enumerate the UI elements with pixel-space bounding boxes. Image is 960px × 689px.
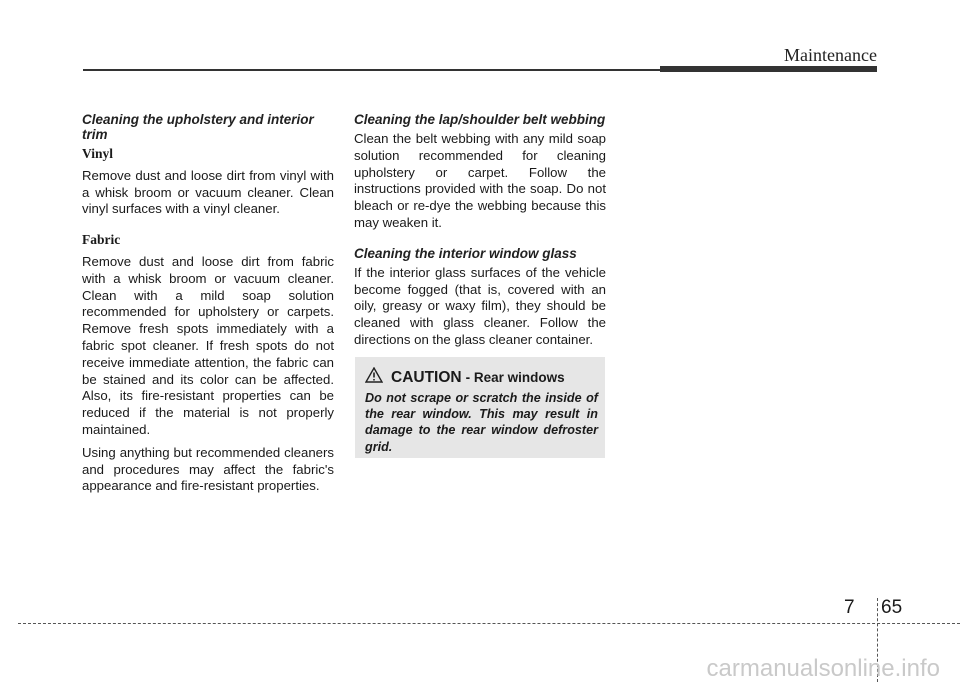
caution-topic: - Rear windows — [465, 370, 565, 385]
fabric-paragraph-2: Using anything but recommended cleaners and procedures may affect the fabric's appearance and fire-resistant properties. — [82, 444, 334, 494]
left-column — [82, 112, 334, 501]
fabric-paragraph: Remove dust and loose dirt from fabric with a whisk broom or vacuum cleaner. Clean with a mild soap solution recommended for upholstery or carpets. Remove fresh spots immediately with a fabric spot cleaner. If fresh spots do not receive immediate attention, the fabric can be stained and its color can be affected. Also, its fire-resistant properties can be reduced if the material is not properly maintained. — [82, 253, 334, 437]
watermark: carmanualsonline.info — [706, 655, 940, 682]
caution-box — [355, 357, 605, 458]
upholstery-heading: Cleaning the upholstery and interior trim — [82, 112, 314, 142]
fabric-label: Fabric — [82, 232, 121, 248]
warning-triangle-icon — [365, 367, 391, 388]
caution-text: Do not scrape or scratch the inside of the rear window. This may result in damage to the rear window defroster grid. — [365, 391, 598, 454]
chapter-number: 7 — [844, 597, 855, 618]
caution-label: CAUTION — [391, 368, 462, 386]
glass-heading: Cleaning the interior window glass — [354, 245, 577, 261]
section-title: Maintenance — [784, 45, 877, 65]
footer-dashed-line — [18, 623, 960, 624]
header-rule-thin — [83, 69, 663, 71]
vinyl-paragraph: Remove dust and loose dirt from vinyl with a whisk broom or vacuum cleaner. Clean vinyl surfaces with a vinyl cleaner. — [82, 167, 334, 217]
belt-paragraph: Clean the belt webbing with any mild soap solution recommended for cleaning upholstery or carpet. Follow the instructions provided with the soap. Do not bleach or re-dye the webbing because this may weaken it. — [354, 131, 606, 230]
vinyl-label: Vinyl — [82, 146, 114, 161]
page-number: 65 — [881, 597, 903, 618]
header-rule-thick — [660, 66, 877, 72]
glass-paragraph: If the interior glass surfaces of the vehicle become fogged (that is, covered with an oily, greasy or waxy film), they should be cleaned with glass cleaner. Follow the directions on the glass cleaner container. — [354, 264, 606, 347]
belt-heading: Cleaning the lap/shoulder belt webbing — [354, 112, 606, 127]
caution-header — [365, 367, 565, 388]
middle-column — [354, 112, 606, 355]
